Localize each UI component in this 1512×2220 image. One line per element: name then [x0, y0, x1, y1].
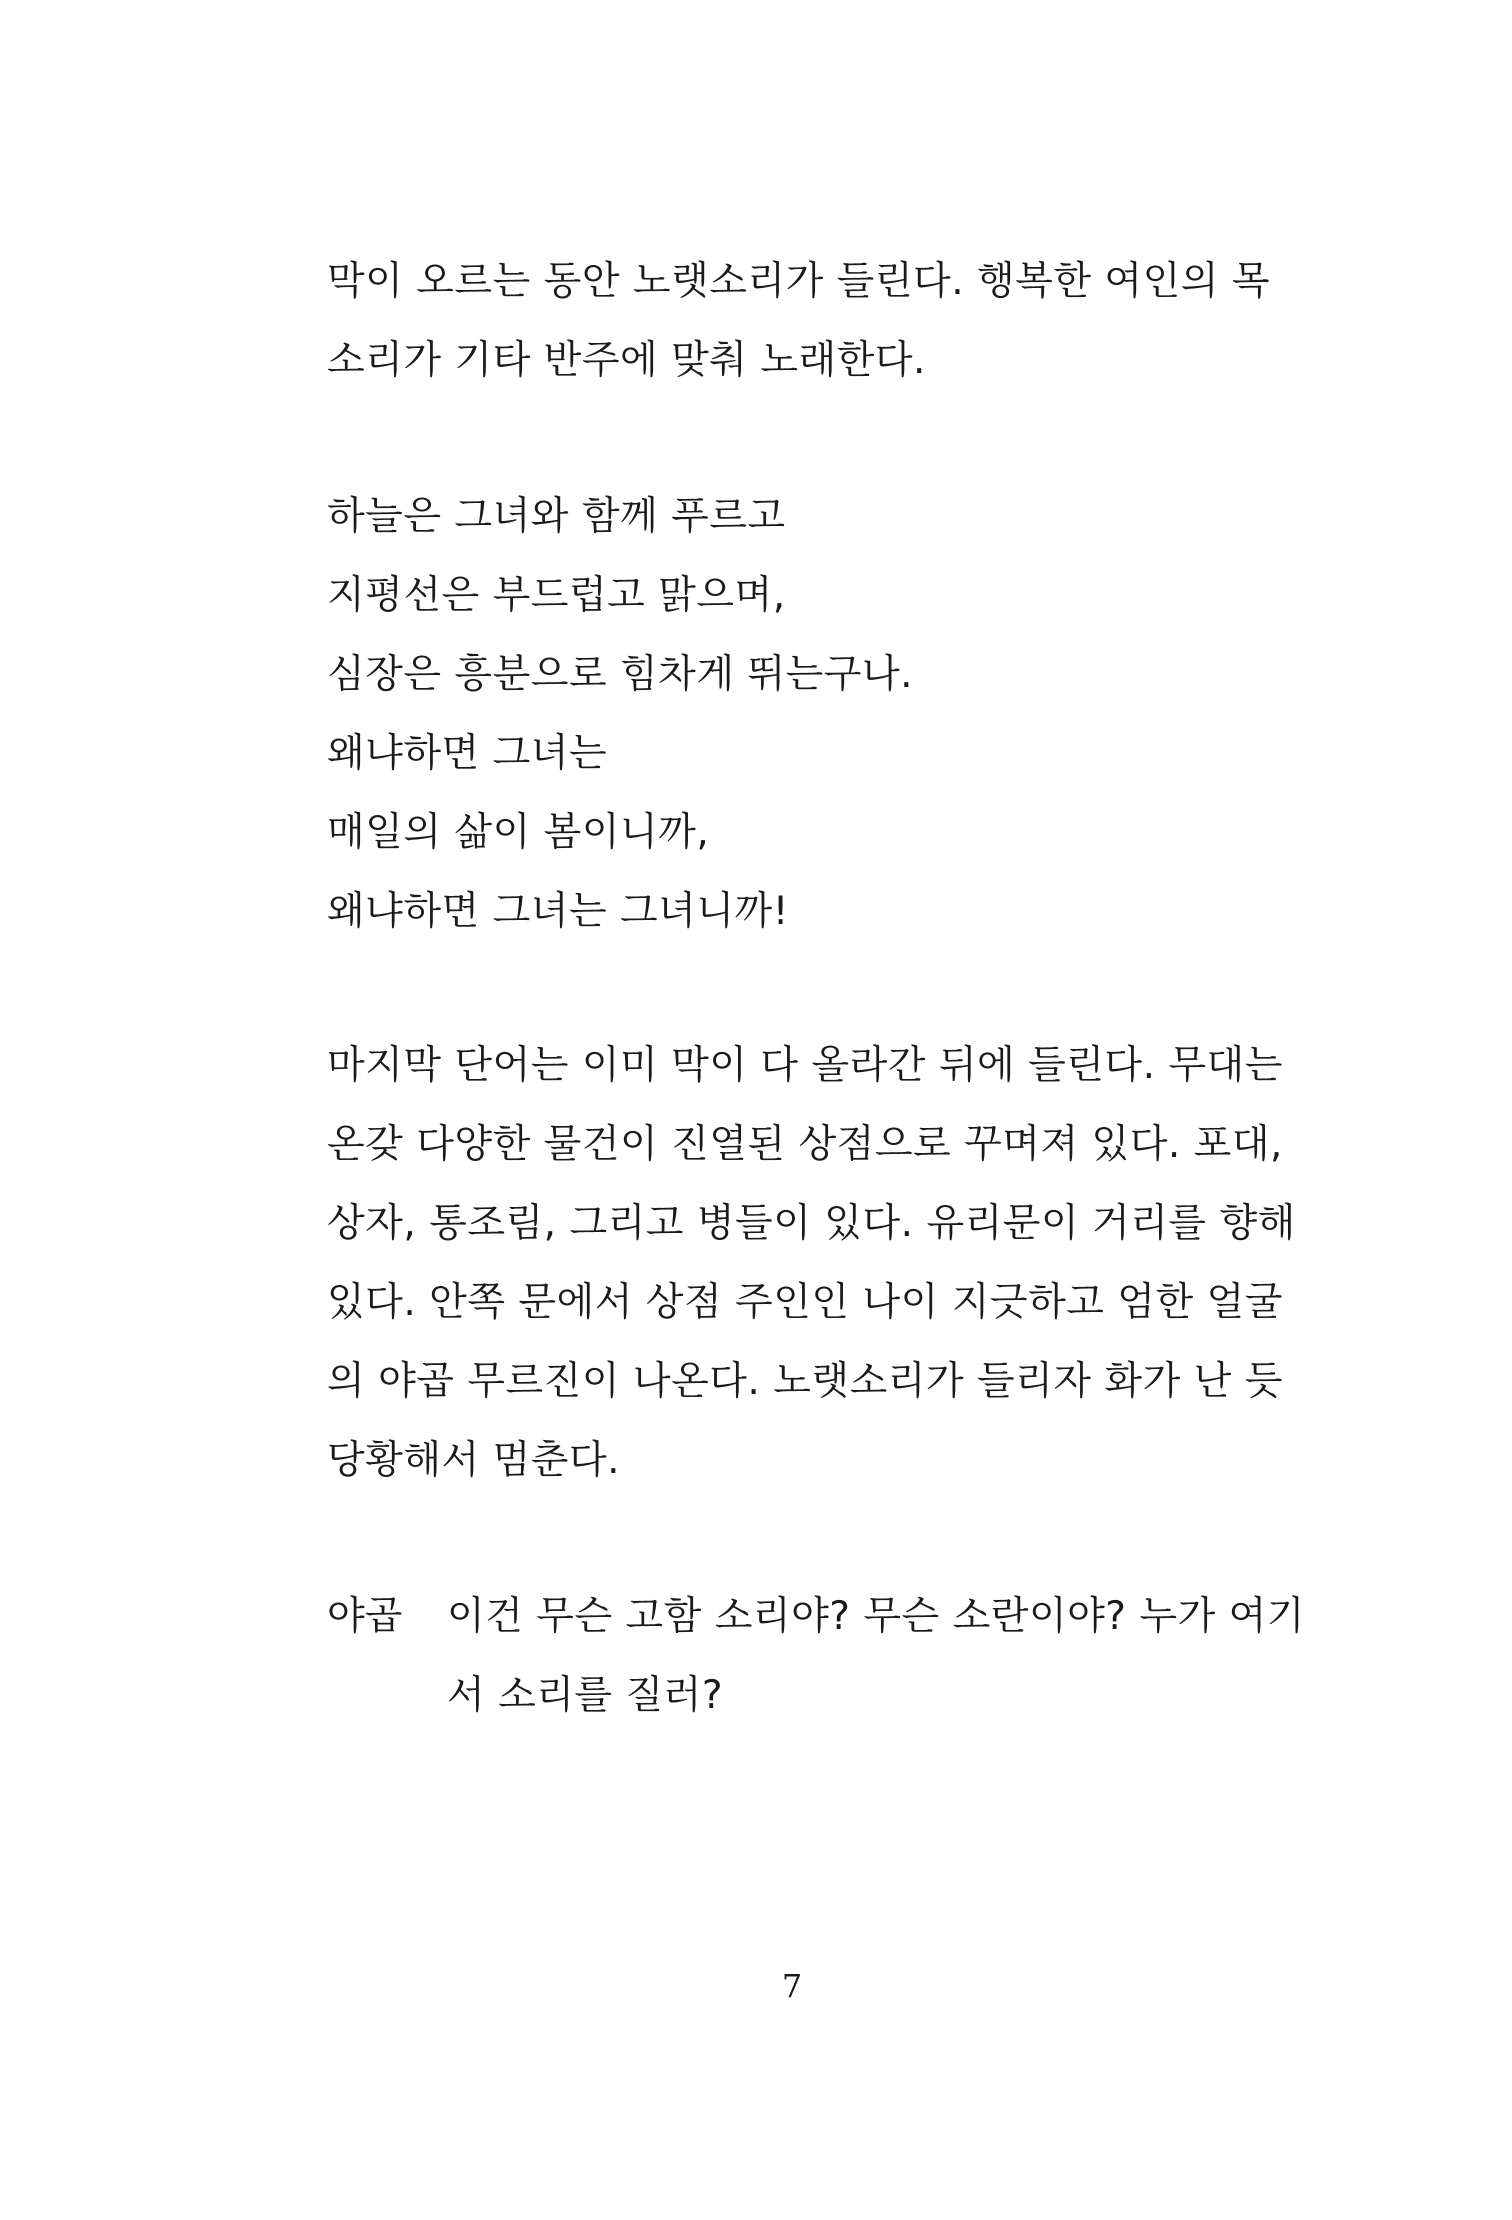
stage-direction-line: 막이 오르는 동안 노랫소리가 들린다. 행복한 여인의 목 [327, 259, 1271, 304]
stage-direction-line: 있다. 안쪽 문에서 상점 주인인 나이 지긋하고 엄한 얼굴 [327, 1280, 1283, 1325]
lyric-line: 심장은 흥분으로 힘차게 뛰는구나. [327, 652, 914, 697]
stage-direction-setting [327, 1026, 1296, 1500]
stage-direction-line: 소리가 기타 반주에 맞춰 노래한다. [327, 338, 926, 383]
lyric-line: 왜냐하면 그녀는 [327, 731, 608, 776]
dialogue-line: 이건 무슨 고함 소리야? 무슨 소란이야? 누가 여기 [447, 1594, 1305, 1639]
speaker-name: 야곱 [327, 1594, 403, 1639]
stage-direction-line: 의 야곱 무르진이 나온다. 노랫소리가 들리자 화가 난 듯 [327, 1359, 1283, 1404]
song-lyrics [327, 477, 1267, 951]
lyric-line: 하늘은 그녀와 함께 푸르고 [327, 494, 786, 539]
dialogue-line: 서 소리를 질러? [447, 1673, 724, 1718]
lyric-line: 매일의 삶이 봄이니까, [327, 810, 710, 855]
stage-direction-line: 온갖 다양한 물건이 진열된 상점으로 꾸며져 있다. 포대, [327, 1122, 1283, 1167]
page-number: 7 [781, 1967, 803, 2005]
stage-direction-line: 상자, 통조림, 그리고 병들이 있다. 유리문이 거리를 향해 [327, 1201, 1296, 1246]
lyric-line: 왜냐하면 그녀는 그녀니까! [327, 889, 789, 934]
stage-direction-line: 마지막 단어는 이미 막이 다 올라간 뒤에 들린다. 무대는 [327, 1043, 1283, 1088]
stage-direction-line: 당황해서 멈춘다. [327, 1438, 621, 1483]
stage-direction-opening [327, 242, 1271, 400]
dialogue-speech [447, 1577, 1305, 1735]
lyric-line: 지평선은 부드럽고 맑으며, [327, 573, 786, 618]
